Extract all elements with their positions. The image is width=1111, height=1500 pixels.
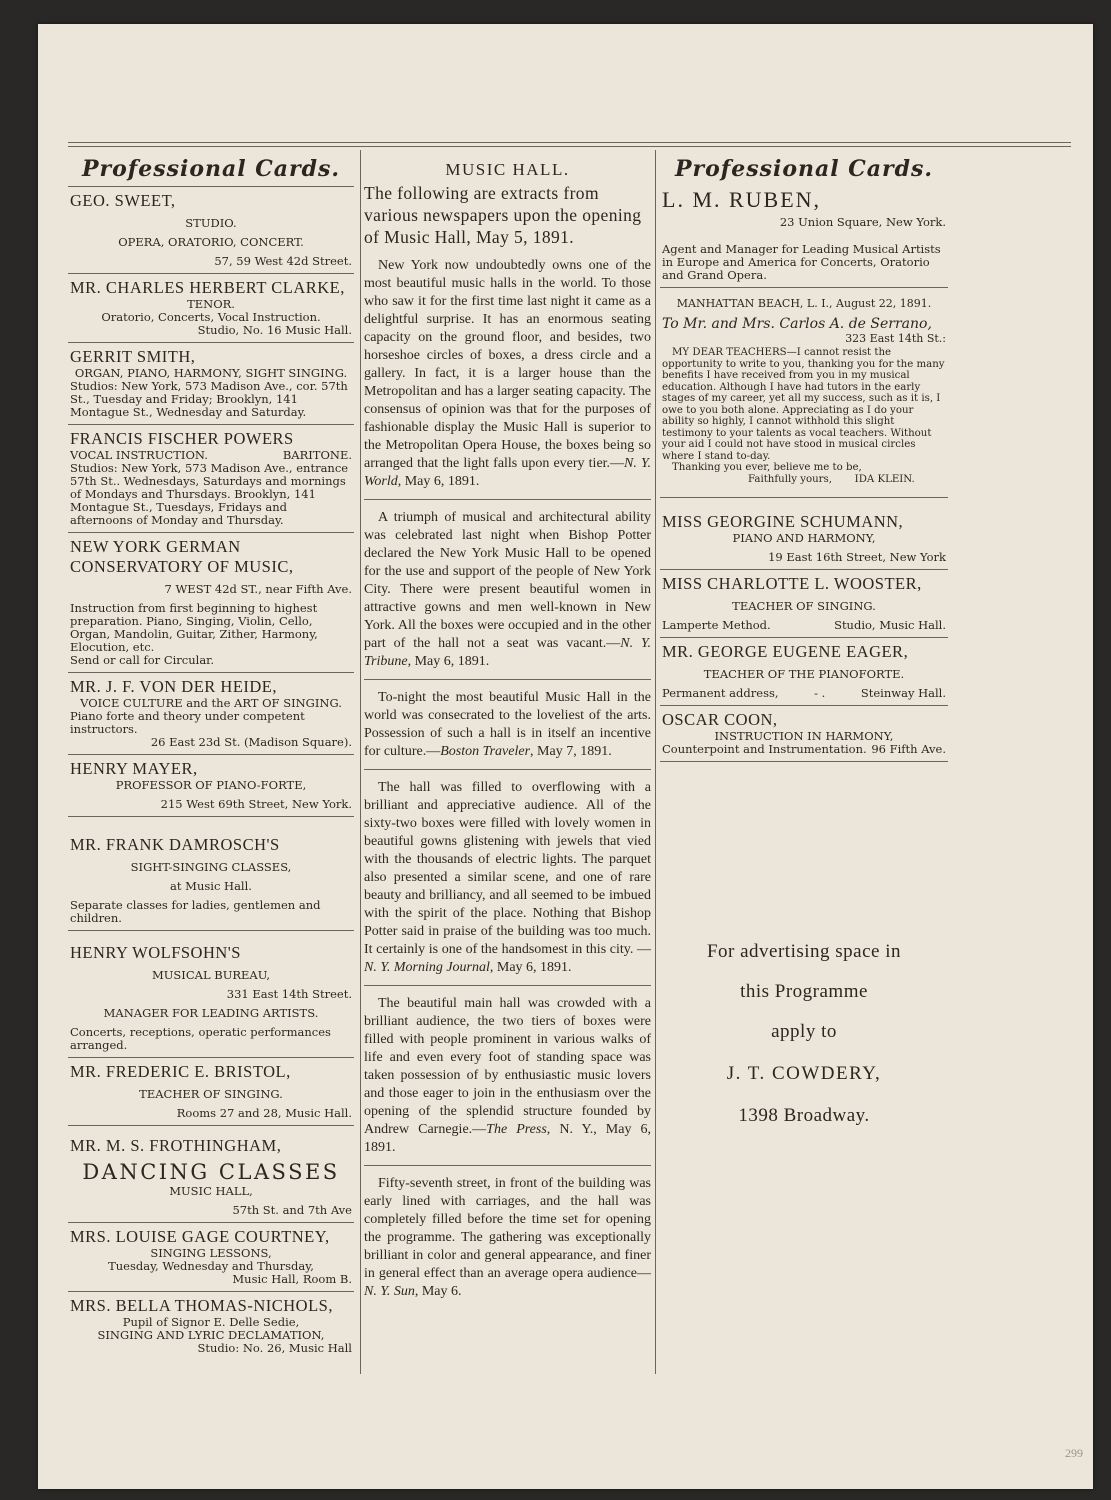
extract-body: The hall was filled to overflowing with a brilliant and appreciative audience. All of the sixty-two boxes were filled with lovely women in beautiful gowns glistening with jewels that vied with the thousands of electric lights. The parquet also presented a similar scene, and one of rare beauty and brilliancy, and all seemed to be imbued with the spirit of the place. Nothing that Bishop Potter said in praise of the building was too much. It certainly is one of the handsomest in this city. — [364,780,651,957]
ad-line: this Programme [740,981,868,1002]
card-frothingham [68,1126,354,1223]
newspaper-extract [364,986,651,1166]
extract-source: The Press [486,1122,547,1137]
card-name: OSCAR COON, [662,710,778,729]
card-line: MUSICAL BUREAU, [151,968,271,982]
column-rule-2 [655,150,656,1374]
card-line: Steinway Hall. [860,686,946,700]
card-line: MANAGER FOR LEADING ARTISTS. [103,1006,319,1020]
card-line: VOICE CULTURE and the ART OF SINGING. [80,696,342,710]
extract-source: N. Y. World [364,456,651,489]
card-line: BARITONE. [282,448,352,462]
page-number: 299 [1065,1446,1083,1460]
card-address: Studio: No. 26, Music Hall [197,1341,352,1355]
music-hall-intro: The following are extracts from various newspapers upon the opening of Music Hall, May 5, 1891. [364,183,642,247]
newspaper-extracts [364,248,651,1309]
extract-text [364,257,651,491]
ad-line: apply to [771,1021,837,1042]
extract-text [364,689,651,761]
ad-line: For advertising space in [706,941,902,962]
program-page [38,24,1093,1489]
card-line: SINGING LESSONS, [150,1246,272,1260]
extract-body: New York now undoubtedly owns one of the most beautiful music halls in the world. To those who saw it for the first time last night it came as a delightful surprise. It has an enormous seating capacity on the ground floor, and besides, two horseshoe circles of boxes, a dress circle and a gallery. In fact, it is a larger house than the Metropolitan and has a larger seating capacity. The consensus of opinion was that for the purposes of fashionable display the Music Hall is superior to the Metropolitan Opera House, the boxes being so arranged that the light falls upon every tier.— [364,258,651,471]
left-column [68,150,354,1360]
card-line: Tuesday, Wednesday and Thursday, [108,1259,314,1273]
letter-body: MY DEAR TEACHERS—I cannot resist the opportunity to write to you, thanking you for the many benefits I have received from you in my musical education. Although I have had tutors in the early stages of my career, yet all my success, such as it is, I owe to you both alone. Appreciating as I do your ability so highly, I cannot withhold this slight testimony to your talents as vocal teachers. Without your aid I could not have stood in musical circles where I stand to-day. [662,347,945,462]
card-name: HENRY MAYER, [70,759,198,778]
card-line: SINGING AND LYRIC DECLAMATION, [97,1328,325,1342]
card-name: GEO. SWEET, [70,191,176,210]
ad-line: J. T. COWDERY, [726,1063,882,1084]
letter-place: MANHATTAN BEACH, L. I., August 22, 1891. [676,297,932,310]
card-name: MRS. BELLA THOMAS-NICHOLS, [70,1296,333,1315]
card-line: Agent and Manager for Leading Musical Artists in Europe and America for Concerts, Oratorio and Grand Opera. [662,242,941,282]
card-line: SIGHT-SINGING CLASSES, [130,860,292,874]
card-line: TEACHER OF THE PIANOFORTE. [703,667,905,681]
card-line: Concerts, receptions, operatic performances arranged. [70,1025,331,1052]
card-line: Piano forte and theory under competent instructors. [70,709,305,736]
card-line: Lamperte Method. [662,618,771,632]
card-address: 57, 59 West 42d Street. [214,254,352,268]
card-line: TENOR. [187,297,235,311]
card-name: MR. J. F. VON DER HEIDE, [70,677,278,696]
extract-source: N. Y. Sun [364,1284,415,1299]
extract-date: , N. Y., May 6, 1891. [364,1122,651,1155]
card-line: STUDIO. [185,216,237,230]
extract-text [364,509,651,671]
extract-source: Boston Traveler [440,744,531,759]
letter-recipient: To Mr. and Mrs. Carlos A. de Serrano, [662,315,932,332]
card-name: L. M. RUBEN, [662,187,822,212]
card-line: at Music Hall. [170,879,252,893]
extract-date: , May 6, 1891. [397,474,480,489]
card-courtney [68,1223,354,1292]
card-line: MUSIC HALL, [169,1184,253,1198]
card-eager [660,638,948,706]
card-address: 23 Union Square, New York. [779,215,946,229]
card-line: VOCAL INSTRUCTION. [70,448,208,462]
card-address: Music Hall, Room B. [232,1272,352,1286]
card-line: Studios: New York, 573 Madison Ave., cor. 57th St., Tuesday and Friday; Brooklyn, 141 Montague St., Wednesday and Saturday. [70,379,348,419]
card-line: 96 Fifth Ave. [871,742,946,756]
card-clarke [68,274,354,343]
card-address: 331 East 14th Street. [226,987,352,1001]
card-line: Oratorio, Concerts, Vocal Instruction. [101,310,321,324]
middle-column [364,150,651,1309]
extract-text [364,1175,651,1301]
extract-body: To-night the most beautiful Music Hall in the world was consecrated to the loveliest of the arts. Possession of such a hall is in itself an incentive for culture.— [364,690,651,759]
newspaper-extract [364,248,651,500]
card-line: Separate classes for ladies, gentlemen and children. [70,898,321,925]
card-mayer [68,755,354,817]
dancing-classes-heading: DANCING CLASSES [82,1160,340,1184]
card-name: MR. FRANK DAMROSCH'S [70,835,280,854]
extract-source: N. Y. Tribune [364,636,652,669]
testimonial-letter [660,288,948,498]
card-line: Studio, Music Hall. [834,618,946,632]
card-line: PIANO AND HARMONY, [732,531,876,545]
extract-source: N. Y. Morning Journal [364,960,490,975]
newspaper-extract [364,680,651,770]
card-address: Studio, No. 16 Music Hall. [197,323,352,337]
left-header: Professional Cards. [68,150,354,187]
card-ruben [660,186,948,288]
extract-date: , May 6, 1891. [407,654,490,669]
card-line: - . [814,686,826,700]
right-header: Professional Cards. [674,156,934,182]
extract-date: , May 6, 1891. [489,960,572,975]
card-conservatory [68,533,354,673]
extract-body: A triumph of musical and architectural ability was celebrated last night when Bishop Potter declared the New York Music Hall to be opened for the use and support of the people of New York City. There were present beautiful women in attractive gowns and men well-known in New York. All the boxes were occupied and in the other part of the hall not a seat was vacant.— [364,510,651,651]
card-address: 57th St. and 7th Ave [232,1203,352,1217]
card-line: Instruction from first beginning to highest preparation. Piano, Singing, Violin, Cello, Organ, Mandolin, Guitar, Zither, Harmony, Elocution, etc. [70,601,318,654]
card-name: MISS CHARLOTTE L. WOOSTER, [662,574,922,593]
card-address: Rooms 27 and 28, Music Hall. [176,1106,352,1120]
card-address: 7 WEST 42d ST., near Fifth Ave. [164,582,352,596]
card-name: MR. M. S. FROTHINGHAM, [70,1136,282,1155]
card-name: MR. FREDERIC E. BRISTOL, [70,1062,291,1081]
card-coon [660,706,948,762]
newspaper-extract [364,500,651,680]
letter-sign: Faithfully yours, [748,473,832,485]
card-name: HENRY WOLFSOHN'S [70,943,241,962]
card-name: GERRIT SMITH, [70,347,196,366]
extract-body: Fifty-seventh street, in front of the building was early lined with carriages, and the hall was completely filled before the time set for opening the programme. The gathering was exceptionally brilliant in color and general appearance, and finer in general effect than an average opera audience— [364,1176,651,1281]
card-schumann [660,498,948,570]
card-bristol [68,1058,354,1126]
card-line: TEACHER OF SINGING. [139,1087,283,1101]
music-hall-title: MUSIC HALL. [445,160,570,179]
card-name: MR. GEORGE EUGENE EAGER, [662,642,909,661]
card-smith [68,343,354,425]
card-address: 19 East 16th Street, New York [768,550,946,564]
advertising-notice [660,762,948,1262]
card-name: MISS GEORGINE SCHUMANN, [662,512,904,531]
card-line: PROFESSOR OF PIANO-FORTE, [115,778,307,792]
extract-date: , May 6. [414,1284,462,1299]
column-rule-1 [360,150,361,1374]
card-wolfsohn [68,931,354,1058]
card-line: ORGAN, PIANO, HARMONY, SIGHT SINGING. [74,366,348,380]
letter-closing: Thanking you ever, believe me to be, [672,462,862,473]
newspaper-extract [364,1166,651,1309]
card-thomas-nichols [68,1292,354,1360]
top-rule [68,142,1071,143]
card-name: MR. CHARLES HERBERT CLARKE, [70,278,345,297]
letter-signer: IDA KLEIN. [854,473,915,485]
card-address: 215 West 69th Street, New York. [160,797,352,811]
card-address: 26 East 23d St. (Madison Square). [150,735,352,749]
card-line: Studios: New York, 573 Madison Ave., entrance 57th St.. Wednesdays, Saturdays and mornings of Mondays and Thursdays. Brooklyn, 141 Montague St., Tuesdays, Fridays and afternoons of Monday and Thursday. [70,461,349,527]
card-line: Permanent address, [662,686,779,700]
card-von-der-heide [68,673,354,755]
card-name: NEW YORK GERMAN CONSERVATORY OF MUSIC, [70,537,294,576]
card-line: INSTRUCTION IN HARMONY, [714,729,894,743]
extract-body: The beautiful main hall was crowded with a brilliant audience, the two tiers of boxes were filled with people prominent in various walks of life and even every foot of standing space was taken possession of by enthusiastic music lovers and those eager to join in the enthusiasm over the opening of the splendid structure founded by Andrew Carnegie.— [364,996,651,1137]
card-wooster [660,570,948,638]
extract-text [364,779,651,977]
card-line: Send or call for Circular. [70,653,215,667]
ad-line: 1398 Broadway. [738,1105,870,1126]
letter-address: 323 East 14th St.: [845,331,946,345]
extract-date: , May 7, 1891. [530,744,612,759]
card-line: TEACHER OF SINGING. [732,599,876,613]
card-sweet [68,187,354,274]
card-powers [68,425,354,533]
card-line: Counterpoint and Instrumentation. [662,742,867,756]
card-name: FRANCIS FISCHER POWERS [70,429,294,448]
card-line: Pupil of Signor E. Delle Sedie, [122,1315,300,1329]
newspaper-extract [364,770,651,986]
right-column [660,150,948,1262]
extract-text [364,995,651,1157]
card-damrosch [68,817,354,931]
top-rule-2 [68,146,1071,147]
card-name: MRS. LOUISE GAGE COURTNEY, [70,1227,330,1246]
card-line: OPERA, ORATORIO, CONCERT. [118,235,304,249]
